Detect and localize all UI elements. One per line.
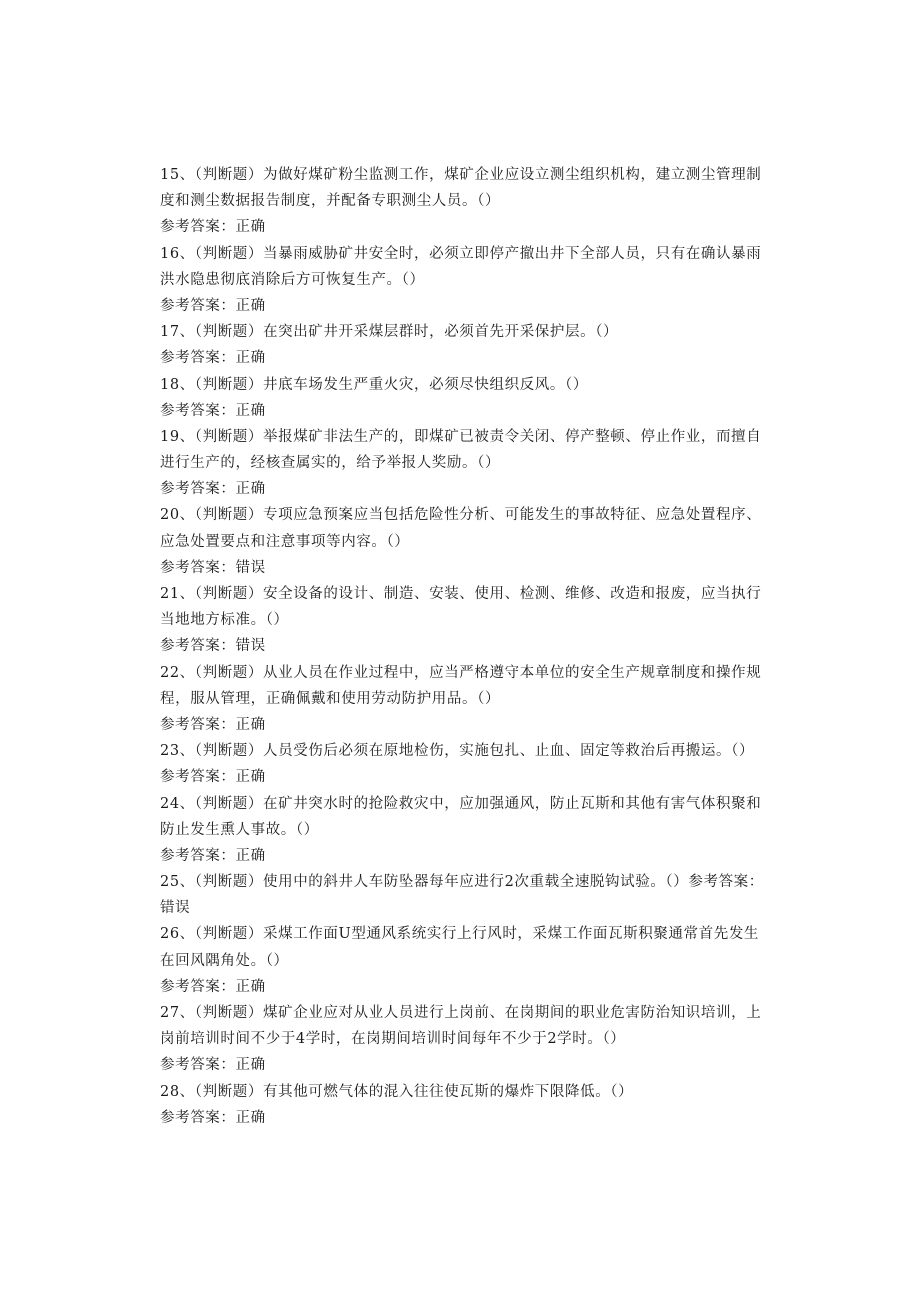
answer-line: 参考答案：正确 bbox=[160, 978, 266, 995]
answer-line: 参考答案：正确 bbox=[160, 219, 266, 236]
question-line: 22、（判断题）从业人员在作业过程中，应当严格遵守本单位的安全生产规章制度和操作规 bbox=[160, 664, 762, 681]
answer-line: 参考答案：正确 bbox=[160, 716, 266, 733]
answer-line: 参考答案：正确 bbox=[160, 350, 266, 367]
question-line: 18、（判断题）井底车场发生严重火灾，必须尽快组织反风。（） bbox=[160, 376, 588, 393]
question-line: 15、（判断题）为做好煤矿粉尘监测工作，煤矿企业应设立测尘组织机构，建立测尘管理制 bbox=[160, 167, 762, 183]
question-line: 23、（判断题）人员受伤后必须在原地检伤，实施包扎、止血、固定等救治后再搬运。（） bbox=[160, 743, 755, 760]
question-line: 在回风隅角处。（） bbox=[160, 952, 289, 969]
document-body bbox=[160, 162, 764, 1131]
answer-line: 参考答案：正确 bbox=[160, 1109, 266, 1126]
question-line: 27、（判断题）煤矿企业应对从业人员进行上岗前、在岗期间的职业危害防治知识培训，上 bbox=[160, 1005, 762, 1021]
answer-line: 参考答案：错误 bbox=[160, 559, 266, 576]
answer-line: 参考答案：正确 bbox=[160, 1057, 266, 1074]
question-line: 28、（判断题）有其他可燃气体的混入往往使瓦斯的爆炸下限降低。（） bbox=[160, 1083, 634, 1100]
question-line: 程，服从管理，正确佩戴和使用劳动防护用品。（） bbox=[160, 690, 501, 707]
question-line: 错误 bbox=[160, 900, 191, 917]
answer-line: 参考答案：正确 bbox=[160, 481, 266, 498]
question-line: 洪水隐患彻底消除后方可恢复生产。（） bbox=[160, 271, 425, 288]
question-line: 19、（判断题）举报煤矿非法生产的，即煤矿已被责令关闭、停产整顿、停止作业，而擅自 bbox=[160, 428, 762, 445]
question-line: 20、（判断题）专项应急预案应当包括危险性分析、可能发生的事故特征、应急处置程序、 bbox=[160, 507, 762, 524]
answer-line: 参考答案：错误 bbox=[160, 638, 266, 655]
question-line: 24、（判断题）在矿井突水时的抢险救灾中，应加强通风，防止瓦斯和其他有害气体积聚和 bbox=[160, 795, 762, 812]
question-line: 21、（判断题）安全设备的设计、制造、安装、使用、检测、维修、改造和报废，应当执行 bbox=[160, 586, 762, 602]
answer-line: 参考答案：正确 bbox=[160, 847, 266, 864]
question-line: 防止发生熏人事故。（） bbox=[160, 821, 319, 838]
question-line: 度和测尘数据报告制度，并配备专职测尘人员。（） bbox=[160, 193, 501, 210]
answer-line: 参考答案：正确 bbox=[160, 297, 266, 314]
question-line: 17、（判断题）在突出矿井开采煤层群时，必须首先开采保护层。（） bbox=[160, 324, 619, 341]
question-line: 进行生产的，经核查属实的，给予举报人奖励。（） bbox=[160, 455, 501, 472]
question-line: 25、（判断题）使用中的斜井人车防坠器每年应进行2次重载全速脱钩试验。（）参考答案： bbox=[160, 874, 764, 891]
question-line: 当地地方标准。（） bbox=[160, 612, 289, 629]
question-line: 岗前培训时间不少于4学时，在岗期间培训时间每年不少于2学时。（） bbox=[160, 1031, 626, 1048]
question-line: 16、（判断题）当暴雨威胁矿井安全时，必须立即停产撤出井下全部人员，只有在确认暴雨 bbox=[160, 245, 762, 262]
question-line: 应急处置要点和注意事项等内容。（） bbox=[160, 533, 410, 550]
question-line: 26、（判断题）采煤工作面U型通风系统实行上行风时，采煤工作面瓦斯积聚通常首先发生 bbox=[160, 926, 760, 943]
answer-line: 参考答案：正确 bbox=[160, 402, 266, 419]
answer-line: 参考答案：正确 bbox=[160, 769, 266, 786]
